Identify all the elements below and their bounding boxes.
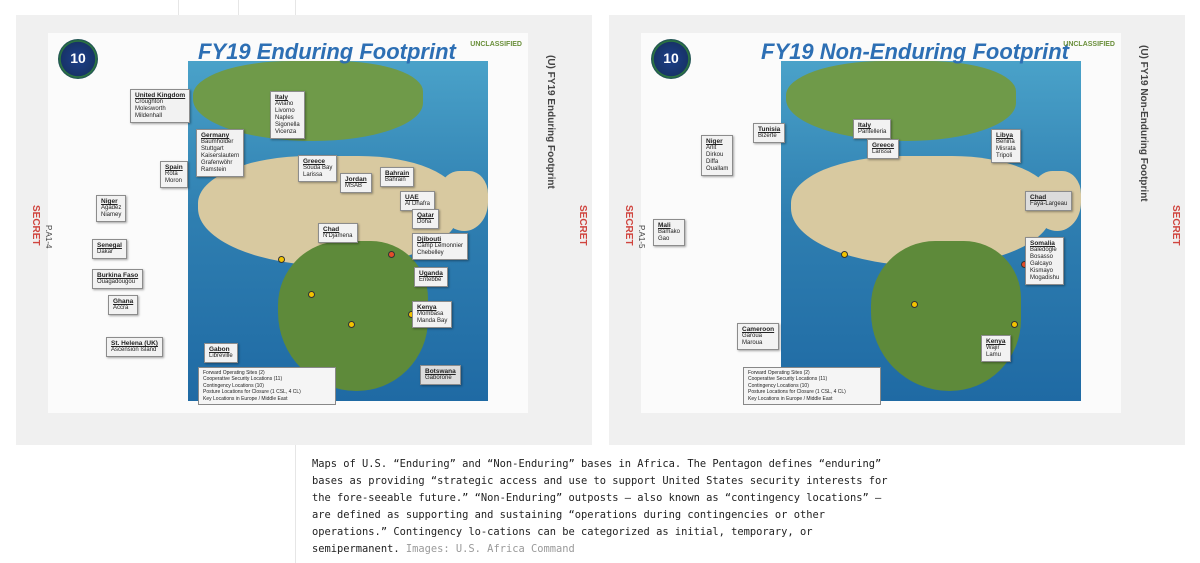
secret-marking: SECRET [30,205,41,246]
slide-title: FY19 Enduring Footprint [198,39,456,64]
africa-map [781,61,1081,401]
label-uae: UAE Al Dhafra [400,191,435,211]
label-chad: Chad N'Djamena [318,223,358,243]
enduring-footprint-image [16,15,592,445]
caption-text: Maps of U.S. “Enduring” and “Non-Enduring” bases in Africa. The Pentagon defines “enduring” bases as providing “strategic access and use to support United States security interests for the fore-seeable future.” “Non-Enduring” outposts — also known as “contingency locations” — are defined as supporting and sustaining “operations during contingencies or other operations.” Contingency lo-cations can be categorized as initial, temporary, or semipermanent. [312,458,888,555]
label-jordan: Jordan MSAB [340,173,372,193]
label-botswana: Botswana Gaborone [420,365,461,385]
page-number: P.A1-5 [637,225,646,249]
page-number: P.A1-4 [44,225,53,249]
label-senegal: Senegal Dakar [92,239,127,259]
slide [48,33,528,413]
divider-line [238,0,239,15]
divider-line [178,0,179,15]
africom-seal-icon: 10 [58,39,98,79]
secret-marking: SECRET [1170,205,1181,246]
label-qatar: Qatar Doha [412,209,439,229]
slide-title: FY19 Non-Enduring Footprint [761,39,1069,64]
label-niger: Niger Agadez Niamey [96,195,126,222]
vertical-slide-title: (U) FY19 Non-Enduring Footprint [1138,45,1149,202]
label-chad: Chad Faya-Largeau [1025,191,1072,211]
label-kenya: Kenya Wajir Lamu [981,335,1011,362]
label-greece: Greece Larissa [867,139,899,159]
secret-marking: SECRET [623,205,634,246]
label-uganda: Uganda Entebbe [414,267,448,287]
map-legend: Forward Operating Sites (2) Cooperative Security Locations (11) Contingency Locations (10) Posture Locations for Closure (1 CSL, 4 CL) Key Locations in Europe / Middle East [198,367,336,406]
label-gabon: Gabon Libreville [204,343,238,363]
label-niger: Niger Arlit Dirkou Diffa Ouallam [701,135,733,176]
image-credit: Images: U.S. Africa Command [405,543,575,555]
vertical-slide-title: (U) FY19 Enduring Footprint [545,55,556,189]
slide [641,33,1121,413]
non-enduring-footprint-image [609,15,1185,445]
image-caption [312,456,892,558]
label-mali: Mali Bamako Gao [653,219,685,246]
label-spain: Spain Rota Moron [160,161,188,188]
secret-marking: SECRET [577,205,588,246]
label-greece: Greece Souda Bay Larissa [298,155,337,182]
map-legend: Forward Operating Sites (2) Cooperative Security Locations (11) Contingency Locations (10) Posture Locations for Closure (1 CSL, 4 CL) Key Locations in Europe / Middle East [743,367,881,406]
label-cameroon: Cameroon Garoua Maroua [737,323,779,350]
label-bahrain: Bahrain Bahrain [380,167,414,187]
classification-marking: UNCLASSIFIED [470,41,522,48]
label-kenya: Kenya Mombasa Manda Bay [412,301,452,328]
label-united-kingdom: United Kingdom Croughton Molesworth Mildenhall [130,89,190,123]
label-germany: Germany Baumholder Stuttgart Kaiserslautern Grafenwöhr Ramstein [196,129,244,177]
label-st-helena: St. Helena (UK) Ascension Island [106,337,163,357]
label-somalia: Somalia Baledogle Bosasso Galcayo Kismayo Mogadishu [1025,237,1064,285]
label-libya: Libya Benina Misrata Tripoli [991,129,1021,163]
africom-seal-icon: 10 [651,39,691,79]
label-italy: Italy Pantelleria [853,119,891,139]
label-italy: Italy Aviano Livorno Naples Sigonella Vicenza [270,91,305,139]
classification-marking: UNCLASSIFIED [1063,41,1115,48]
label-ghana: Ghana Accra [108,295,138,315]
label-burkina-faso: Burkina Faso Ouagadougou [92,269,143,289]
label-djibouti: Djibouti Camp Lemonnier Chebelley [412,233,468,260]
label-tunisia: Tunisia Bizerte [753,123,785,143]
